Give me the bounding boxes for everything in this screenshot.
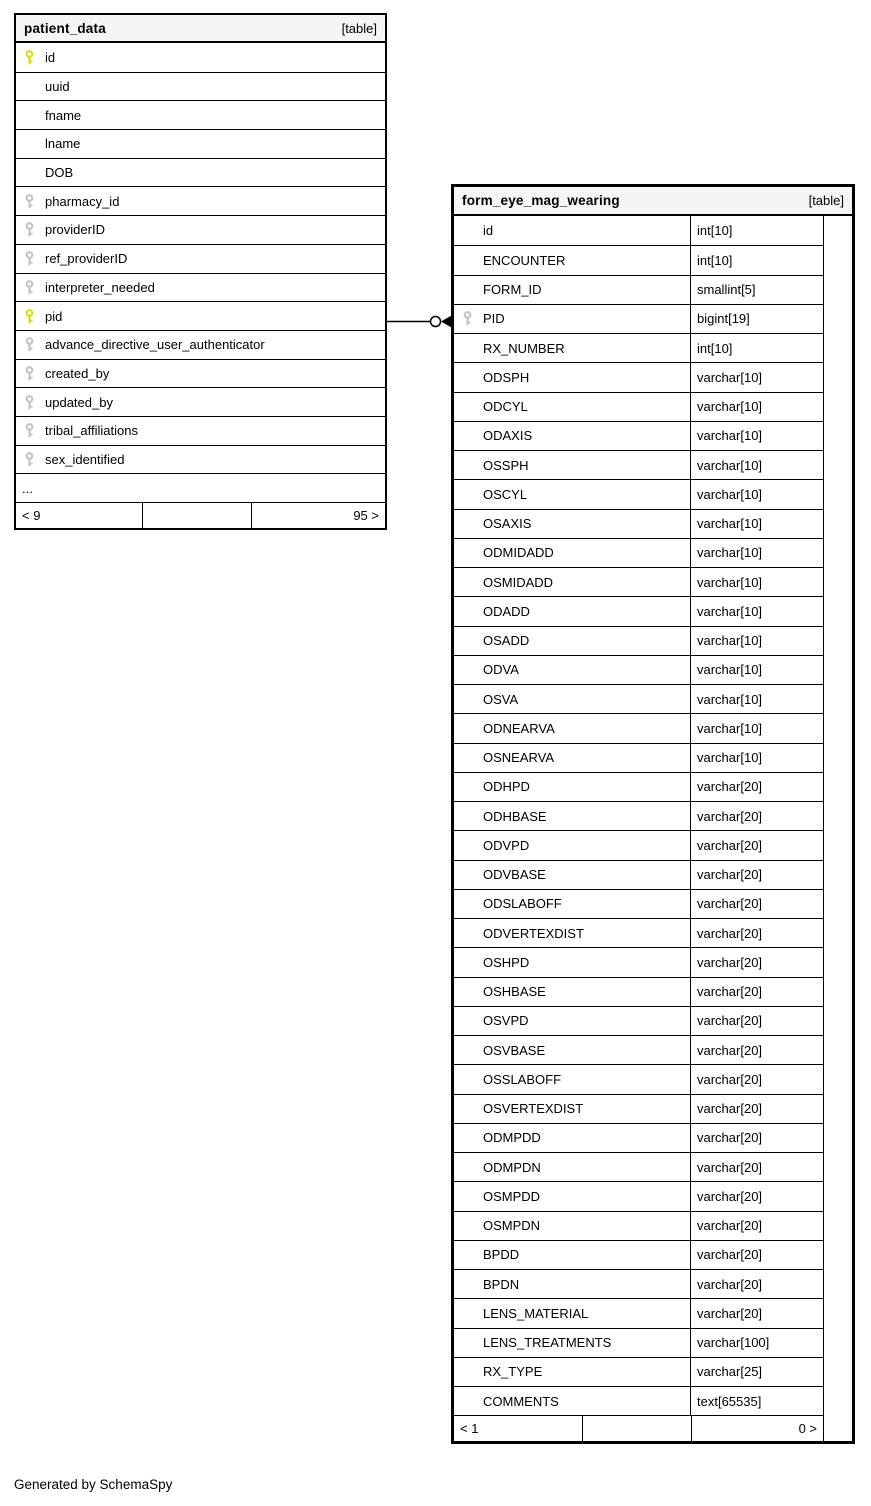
column-list — [454, 216, 823, 1415]
table-row — [16, 215, 385, 244]
column-type: varchar[25] — [690, 1358, 823, 1386]
column-name-cell — [16, 309, 62, 324]
index-key-icon — [25, 452, 34, 467]
column-name: RX_TYPE — [483, 1364, 543, 1380]
table-row — [454, 333, 823, 362]
table-row — [454, 743, 823, 772]
column-name: BPDD — [483, 1247, 520, 1263]
table-body — [454, 216, 852, 1441]
index-key-icon — [463, 311, 472, 326]
column-name: ODVA — [483, 662, 519, 678]
key-icon-spacer — [463, 516, 472, 531]
column-name-cell — [16, 481, 33, 496]
column-type: int[10] — [690, 246, 823, 274]
column-name: ODHBASE — [483, 808, 547, 824]
key-icon-spacer — [463, 1013, 472, 1028]
column-type: varchar[10] — [690, 422, 823, 450]
column-type: varchar[20] — [690, 1007, 823, 1035]
column-name-cell — [454, 633, 690, 648]
key-icon-spacer — [463, 399, 472, 414]
column-list — [16, 43, 385, 502]
column-name-cell — [16, 452, 125, 467]
table-row — [454, 918, 823, 947]
table-row — [16, 43, 385, 72]
column-name: OSAXIS — [483, 516, 532, 532]
column-type: varchar[10] — [690, 597, 823, 625]
column-name-cell — [454, 545, 690, 560]
table-row — [454, 1386, 823, 1415]
column-type: varchar[10] — [690, 744, 823, 772]
key-icon-spacer — [463, 253, 472, 268]
key-icon-spacer — [463, 1277, 472, 1292]
column-name: ODMIDADD — [483, 545, 554, 561]
key-icon-spacer — [463, 223, 472, 238]
column-type: varchar[10] — [690, 539, 823, 567]
table-pager — [16, 502, 385, 528]
key-icon-spacer — [463, 809, 472, 824]
table-row — [454, 1357, 823, 1386]
column-name: FORM_ID — [483, 282, 542, 298]
table-row — [16, 416, 385, 445]
column-name: pharmacy_id — [45, 193, 120, 209]
column-name: ODAXIS — [483, 428, 533, 444]
table-row — [454, 1006, 823, 1035]
column-name: ODSPH — [483, 369, 530, 385]
primary-key-icon — [25, 50, 34, 65]
column-name-cell — [16, 165, 73, 180]
column-type: int[10] — [690, 216, 823, 245]
table-row — [16, 473, 385, 502]
pager-spacer — [142, 503, 252, 528]
column-name-cell — [16, 50, 55, 65]
key-icon-spacer — [463, 487, 472, 502]
index-key-icon — [25, 337, 34, 352]
table-row — [454, 860, 823, 889]
key-icon-spacer — [463, 1160, 472, 1175]
column-name: sex_identified — [45, 451, 125, 467]
table-row — [454, 1152, 823, 1181]
column-name: RX_NUMBER — [483, 340, 565, 356]
column-name-cell — [16, 222, 105, 237]
table-row — [454, 362, 823, 391]
column-type: varchar[20] — [690, 802, 823, 830]
column-name: ENCOUNTER — [483, 252, 566, 268]
column-name-cell — [454, 399, 690, 414]
table-row — [454, 216, 823, 245]
column-name-cell — [454, 1277, 690, 1292]
column-type: varchar[20] — [690, 919, 823, 947]
column-name-cell — [16, 423, 138, 438]
column-name: DOB — [45, 165, 74, 181]
table-row — [454, 1181, 823, 1210]
column-type: int[10] — [690, 334, 823, 362]
column-name-cell — [454, 1101, 690, 1116]
table-row — [16, 301, 385, 330]
column-name: uuid — [45, 79, 70, 95]
column-name: ODMPDN — [483, 1159, 541, 1175]
column-name: interpreter_needed — [45, 279, 155, 295]
column-name: ODMPDD — [483, 1130, 541, 1146]
column-name: OSVERTEXDIST — [483, 1101, 584, 1117]
table-row — [454, 538, 823, 567]
column-type: varchar[20] — [690, 890, 823, 918]
column-name-cell — [454, 1072, 690, 1087]
table-row — [454, 1211, 823, 1240]
fk-connector-pid — [385, 309, 453, 334]
column-name-cell — [16, 280, 155, 295]
key-icon-spacer — [463, 1043, 472, 1058]
column-type: varchar[10] — [690, 656, 823, 684]
column-type: varchar[20] — [690, 1182, 823, 1210]
key-icon-spacer — [463, 1101, 472, 1116]
column-name: fname — [45, 107, 82, 123]
column-name: ODNEARVA — [483, 720, 555, 736]
table-row — [454, 450, 823, 479]
table-row — [454, 509, 823, 538]
column-type: varchar[20] — [690, 1241, 823, 1269]
index-key-icon — [25, 395, 34, 410]
table-row — [454, 830, 823, 859]
table-row — [454, 684, 823, 713]
column-name-cell — [454, 838, 690, 853]
column-name: OSVBASE — [483, 1042, 546, 1058]
column-type: varchar[20] — [690, 1212, 823, 1240]
column-name-cell — [454, 1364, 690, 1379]
key-icon-spacer — [463, 545, 472, 560]
index-key-icon — [25, 280, 34, 295]
column-name: ODCYL — [483, 399, 528, 415]
table-row — [16, 330, 385, 359]
table-row — [454, 304, 823, 333]
table-row — [454, 1064, 823, 1093]
column-name: OSHBASE — [483, 984, 546, 1000]
index-key-icon — [25, 194, 34, 209]
column-name: LENS_MATERIAL — [483, 1305, 589, 1321]
table-row — [454, 1094, 823, 1123]
column-name-cell — [16, 108, 81, 123]
key-icon-spacer — [463, 1072, 472, 1087]
key-icon-spacer — [463, 1364, 472, 1379]
table-row — [454, 421, 823, 450]
table-row — [16, 72, 385, 101]
column-name-cell — [454, 311, 690, 326]
table-title: patient_data — [24, 20, 106, 36]
column-name: lname — [45, 136, 81, 152]
key-icon-spacer — [463, 282, 472, 297]
column-type: varchar[10] — [690, 627, 823, 655]
column-type: varchar[20] — [690, 978, 823, 1006]
table-row — [454, 772, 823, 801]
key-icon-spacer — [463, 428, 472, 443]
key-icon-spacer — [25, 79, 34, 94]
key-icon-spacer — [463, 779, 472, 794]
key-icon-spacer — [463, 838, 472, 853]
table-row — [454, 626, 823, 655]
column-name-cell — [454, 487, 690, 502]
column-name-cell — [454, 1160, 690, 1175]
column-type: smallint[5] — [690, 276, 823, 304]
column-type: varchar[10] — [690, 393, 823, 421]
table-row — [454, 479, 823, 508]
table-row — [454, 596, 823, 625]
table-row — [454, 889, 823, 918]
column-name-cell — [454, 428, 690, 443]
key-icon-spacer — [463, 341, 472, 356]
fk-circle-endpoint — [431, 317, 441, 327]
table-row — [454, 977, 823, 1006]
table-row — [16, 158, 385, 187]
column-name-cell — [454, 1013, 690, 1028]
key-icon-spacer — [463, 1130, 472, 1145]
index-key-icon — [25, 423, 34, 438]
column-type: varchar[20] — [690, 861, 823, 889]
column-name: ... — [22, 480, 33, 496]
key-icon-spacer — [463, 1218, 472, 1233]
column-name: created_by — [45, 365, 110, 381]
column-name-cell — [454, 692, 690, 707]
table-row — [454, 1328, 823, 1357]
column-name: pid — [45, 308, 63, 324]
table-row — [454, 801, 823, 830]
key-icon-spacer — [463, 984, 472, 999]
table-row — [454, 947, 823, 976]
key-icon-spacer — [463, 692, 472, 707]
column-name: PID — [483, 311, 505, 327]
column-name-cell — [454, 253, 690, 268]
table-row — [454, 1269, 823, 1298]
column-name-cell — [16, 79, 70, 94]
column-name-cell — [454, 1189, 690, 1204]
column-name: ODHPD — [483, 779, 530, 795]
column-name-cell — [454, 1130, 690, 1145]
table-row — [454, 655, 823, 684]
table-header-patient-data[interactable] — [16, 15, 385, 43]
column-name: OSSLABOFF — [483, 1071, 562, 1087]
key-icon-spacer — [463, 662, 472, 677]
column-name: BPDN — [483, 1276, 520, 1292]
table-row — [16, 129, 385, 158]
column-name-cell — [454, 809, 690, 824]
column-name: tribal_affiliations — [45, 423, 138, 439]
table-row — [454, 392, 823, 421]
column-type: varchar[20] — [690, 773, 823, 801]
column-name-cell — [454, 516, 690, 531]
table-row — [454, 713, 823, 742]
column-type: varchar[10] — [690, 568, 823, 596]
primary-key-icon — [25, 309, 34, 324]
column-name-cell — [454, 984, 690, 999]
table-row — [16, 186, 385, 215]
column-name: id — [483, 223, 494, 239]
table-row — [454, 567, 823, 596]
column-name: providerID — [45, 222, 105, 238]
column-name: ODVERTEXDIST — [483, 925, 584, 941]
key-icon-spacer — [463, 1335, 472, 1350]
column-name-cell — [454, 1335, 690, 1350]
table-pager — [454, 1415, 823, 1441]
column-type: bigint[19] — [690, 305, 823, 333]
column-name-cell — [454, 458, 690, 473]
column-name: updated_by — [45, 394, 113, 410]
column-name: OSNEARVA — [483, 750, 555, 766]
table-row — [454, 245, 823, 274]
column-name-cell — [454, 370, 690, 385]
column-name-cell — [454, 575, 690, 590]
table-patient-data[interactable] — [14, 13, 387, 530]
column-name-cell — [454, 926, 690, 941]
column-name: id — [45, 49, 56, 65]
key-icon-spacer — [463, 926, 472, 941]
table-header-form-eye-mag-wearing[interactable] — [454, 187, 852, 216]
key-icon-spacer — [463, 1247, 472, 1262]
column-name-cell — [454, 750, 690, 765]
column-type: varchar[10] — [690, 363, 823, 391]
column-name: OSSPH — [483, 457, 529, 473]
index-key-icon — [25, 366, 34, 381]
column-name: OSADD — [483, 633, 530, 649]
column-type: varchar[20] — [690, 1124, 823, 1152]
column-name: ODVBASE — [483, 867, 546, 883]
column-type: varchar[20] — [690, 831, 823, 859]
key-rail — [823, 216, 852, 1441]
column-name: OSVA — [483, 691, 519, 707]
column-name-cell — [16, 366, 109, 381]
column-name: OSVPD — [483, 1013, 529, 1029]
column-name: OSHPD — [483, 954, 530, 970]
pager-prev: < 1 — [460, 1421, 479, 1437]
column-name-cell — [454, 1218, 690, 1233]
column-name-cell — [454, 779, 690, 794]
column-name-cell — [454, 1247, 690, 1262]
column-name: OSMPDN — [483, 1218, 541, 1234]
generated-by-note: Generated by SchemaSpy — [14, 1477, 173, 1492]
index-key-icon — [25, 251, 34, 266]
column-name-cell — [454, 282, 690, 297]
key-icon-spacer — [463, 867, 472, 882]
key-icon-spacer — [463, 575, 472, 590]
column-name-cell — [16, 337, 265, 352]
column-type: varchar[20] — [690, 1036, 823, 1064]
column-name-cell — [16, 194, 119, 209]
column-name: ODSLABOFF — [483, 896, 562, 912]
key-icon-spacer — [463, 1189, 472, 1204]
table-row — [454, 1123, 823, 1152]
column-name-cell — [454, 955, 690, 970]
column-name-cell — [454, 1043, 690, 1058]
index-key-icon — [25, 222, 34, 237]
table-title: form_eye_mag_wearing — [462, 193, 620, 208]
column-name-cell — [454, 1306, 690, 1321]
key-icon-spacer — [463, 458, 472, 473]
column-name-cell — [454, 662, 690, 677]
column-name-cell — [454, 604, 690, 619]
column-type: varchar[20] — [690, 1065, 823, 1093]
key-icon-spacer — [463, 750, 472, 765]
column-name: OSMIDADD — [483, 574, 554, 590]
pager-spacer — [582, 1416, 692, 1441]
column-type: varchar[10] — [690, 510, 823, 538]
key-icon-spacer — [463, 896, 472, 911]
table-row — [454, 275, 823, 304]
column-name: LENS_TREATMENTS — [483, 1335, 612, 1351]
table-type-tag: [table] — [341, 20, 377, 36]
table-row — [454, 1240, 823, 1269]
column-type: varchar[20] — [690, 1270, 823, 1298]
key-icon-spacer — [463, 370, 472, 385]
table-row — [454, 1035, 823, 1064]
pager-prev: < 9 — [22, 508, 41, 523]
table-row — [16, 273, 385, 302]
column-name-cell — [16, 395, 113, 410]
column-name-cell — [16, 251, 127, 266]
column-name-cell — [454, 867, 690, 882]
column-type: text[65535] — [690, 1387, 823, 1415]
table-form-eye-mag-wearing[interactable] — [451, 184, 855, 1444]
key-icon-spacer — [463, 1306, 472, 1321]
table-row — [16, 387, 385, 416]
key-icon-spacer — [25, 136, 34, 151]
table-row — [16, 244, 385, 273]
column-name-cell — [454, 896, 690, 911]
table-row — [16, 100, 385, 129]
column-name-cell — [454, 223, 690, 238]
key-icon-spacer — [25, 108, 34, 123]
table-row — [16, 359, 385, 388]
column-name: advance_directive_user_authenticator — [45, 337, 265, 353]
column-name-cell — [454, 1394, 690, 1409]
column-type: varchar[10] — [690, 480, 823, 508]
table-type-tag: [table] — [808, 193, 844, 208]
column-type: varchar[20] — [690, 1095, 823, 1123]
column-name: COMMENTS — [483, 1393, 559, 1409]
key-icon-spacer — [463, 955, 472, 970]
column-name-cell — [454, 341, 690, 356]
column-name: OSMPDD — [483, 1188, 541, 1204]
column-type: varchar[10] — [690, 714, 823, 742]
pager-next: 95 > — [353, 508, 379, 523]
key-icon-spacer — [463, 633, 472, 648]
column-area — [454, 216, 823, 1441]
key-icon-spacer — [463, 1394, 472, 1409]
column-name-cell — [454, 721, 690, 736]
column-type: varchar[20] — [690, 1299, 823, 1327]
key-icon-spacer — [463, 721, 472, 736]
column-name: ODADD — [483, 603, 530, 619]
column-type: varchar[10] — [690, 451, 823, 479]
column-name: OSCYL — [483, 486, 528, 502]
table-row — [454, 1298, 823, 1327]
column-name-cell — [16, 136, 80, 151]
column-name: ref_providerID — [45, 251, 128, 267]
column-type: varchar[20] — [690, 948, 823, 976]
key-icon-spacer — [25, 165, 34, 180]
pager-next: 0 > — [798, 1421, 817, 1437]
column-name: ODVPD — [483, 837, 530, 853]
column-type: varchar[100] — [690, 1329, 823, 1357]
table-row — [16, 445, 385, 474]
column-type: varchar[20] — [690, 1153, 823, 1181]
column-type: varchar[10] — [690, 685, 823, 713]
key-icon-spacer — [463, 604, 472, 619]
